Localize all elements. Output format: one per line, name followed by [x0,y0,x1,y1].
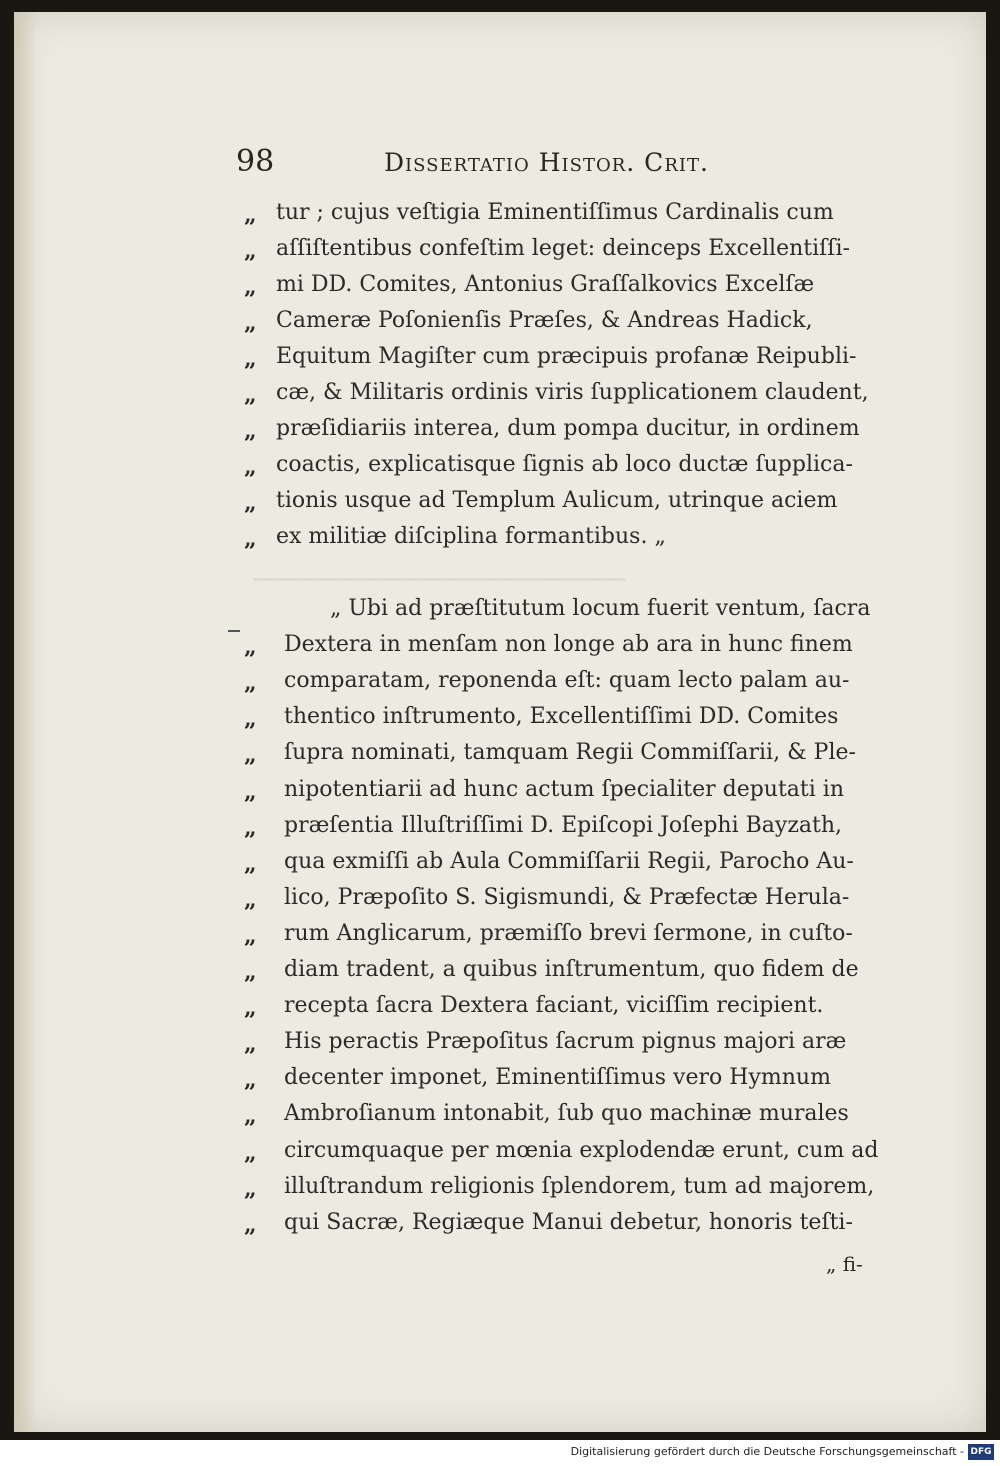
line-text: His peractis Præpoſitus ſacrum pignus majori aræ [284,1029,847,1055]
text-line [14,596,986,632]
quotation-mark: „ [244,778,257,805]
text-line [14,488,986,524]
line-text: Ambroſianum intonabit, ſub quo machinæ murales [284,1101,849,1127]
line-text: tur ; cujus veſtigia Eminentiſſimus Cardinalis cum [276,200,834,225]
line-text: diam tradent, a quibus inſtrumentum, quo fidem de [284,957,859,982]
text-line [14,885,986,921]
line-text: præſidiariis interea, dum pompa ducitur, in ordinem [276,416,860,441]
text-line [14,957,986,993]
running-title: Dissertatio Histor. Crit. [384,148,709,177]
text-line [14,416,986,452]
text-line [14,1065,986,1101]
line-text: cæ, & Militaris ordinis viris ſupplicationem claudent, [276,380,869,405]
quotation-mark: „ [244,310,257,336]
line-text: recepta ſacra Dextera faciant, viciſſim recipient. [284,993,824,1019]
text-line [14,777,986,813]
quotation-mark: „ [244,202,257,228]
margin-tick [228,630,240,632]
line-text: thentico inſtrumento, Excellentiſſimi DD. Comites [284,704,839,730]
line-text: lico, Præpoſito S. Sigismundi, & Præfectæ Herula- [284,884,850,910]
line-text: „ Ubi ad præſtitutum locum fuerit ventum, ſacra [330,596,871,621]
line-text: qui Sacræ, Regiæque Manui debetur, honoris teſti- [284,1209,853,1235]
text-line [14,813,986,849]
line-text: rum Anglicarum, præmiſſo brevi ſermone, in cuſto- [284,920,853,946]
text-line [14,308,986,344]
catchword: „ fi- [826,1252,863,1276]
quotation-mark: „ [244,886,257,913]
quotation-mark: „ [244,742,257,769]
line-text: decenter imponet, Eminentiſſimus vero Hymnum [284,1065,831,1091]
footer-bar [0,1440,1000,1466]
quotation-mark: „ [244,490,257,516]
quotation-mark: „ [244,382,257,408]
text-block [14,12,986,1432]
quotation-mark: „ [244,346,257,372]
page-number: 98 [236,144,275,179]
line-text: illuſtrandum religionis ſplendorem, tum ad majorem, [284,1173,875,1199]
text-line [14,849,986,885]
text-line [14,668,986,704]
line-text: Equitum Magiſter cum præcipuis profanæ Reipubli- [276,344,857,369]
line-text: Cameræ Poſonienſis Præſes, & Andreas Hadick, [276,308,813,333]
text-line [14,380,986,416]
line-text: coactis, explicatisque ſignis ab loco ductæ ſupplica- [276,452,853,477]
show-through-line: ──────────────────────────── [254,568,625,593]
text-line [14,1138,986,1174]
quotation-mark: „ [244,1139,257,1166]
book-page [14,12,986,1432]
line-text: præſentia Illuſtriſſimi D. Epiſcopi Joſephi Bayzath, [284,812,843,838]
quotation-mark: „ [244,418,257,444]
line-text: aſſiſtentibus confeſtim leget: deinceps Excellentiſſi- [276,236,850,261]
line-text: qua exmiſſi ab Aula Commiſſarii Regii, Parocho Au- [284,848,854,874]
quotation-mark: „ [244,238,257,264]
text-line [14,524,986,560]
text-line [14,1210,986,1246]
line-text: ſupra nominati, tamquam Regii Commiſſarii, & Ple- [284,740,856,766]
text-line [14,344,986,380]
footer-credit-text: Digitalisierung gefördert durch die Deutsche Forschungsgemeinschaft - [570,1445,964,1458]
quotation-mark: „ [244,670,257,697]
quotation-mark: „ [244,706,257,733]
text-line [14,272,986,308]
text-line [14,1101,986,1137]
text-line [14,1174,986,1210]
quotation-mark: „ [244,959,257,985]
quotation-mark: „ [244,454,257,480]
line-text: circumquaque per mœnia explodendæ erunt, cum ad [284,1137,879,1163]
text-line [14,452,986,488]
text-line [14,1029,986,1065]
quotation-mark: „ [244,274,257,300]
quotation-mark: „ [244,1103,257,1130]
quotation-mark: „ [244,814,257,841]
text-line [14,921,986,957]
line-text: mi DD. Comites, Antonius Graſſalkovics Excelſæ [276,272,815,297]
quotation-mark: „ [244,634,257,661]
text-line [14,632,986,668]
quotation-mark: „ [244,526,257,552]
text-line [14,200,986,236]
quotation-mark: „ [244,850,257,877]
dfg-logo: DFG [968,1444,994,1460]
line-text: tionis usque ad Templum Aulicum, utrinque aciem [276,488,838,513]
quotation-mark: „ [244,1211,257,1238]
text-line [14,236,986,272]
line-text: ex militiæ diſciplina formantibus. „ [276,524,666,549]
line-text: Dextera in menſam non longe ab ara in hunc finem [284,632,853,658]
quotation-mark: „ [244,922,257,949]
text-line [14,704,986,740]
text-line [14,740,986,776]
line-text: comparatam, reponenda eſt: quam lecto palam au- [284,668,850,694]
line-text: nipotentiarii ad hunc actum ſpecialiter deputati in [284,776,845,802]
quotation-mark: „ [244,1031,257,1058]
quotation-mark: „ [244,1175,257,1202]
quotation-mark: „ [244,995,257,1022]
text-line [14,993,986,1029]
quotation-mark: „ [244,1067,257,1094]
